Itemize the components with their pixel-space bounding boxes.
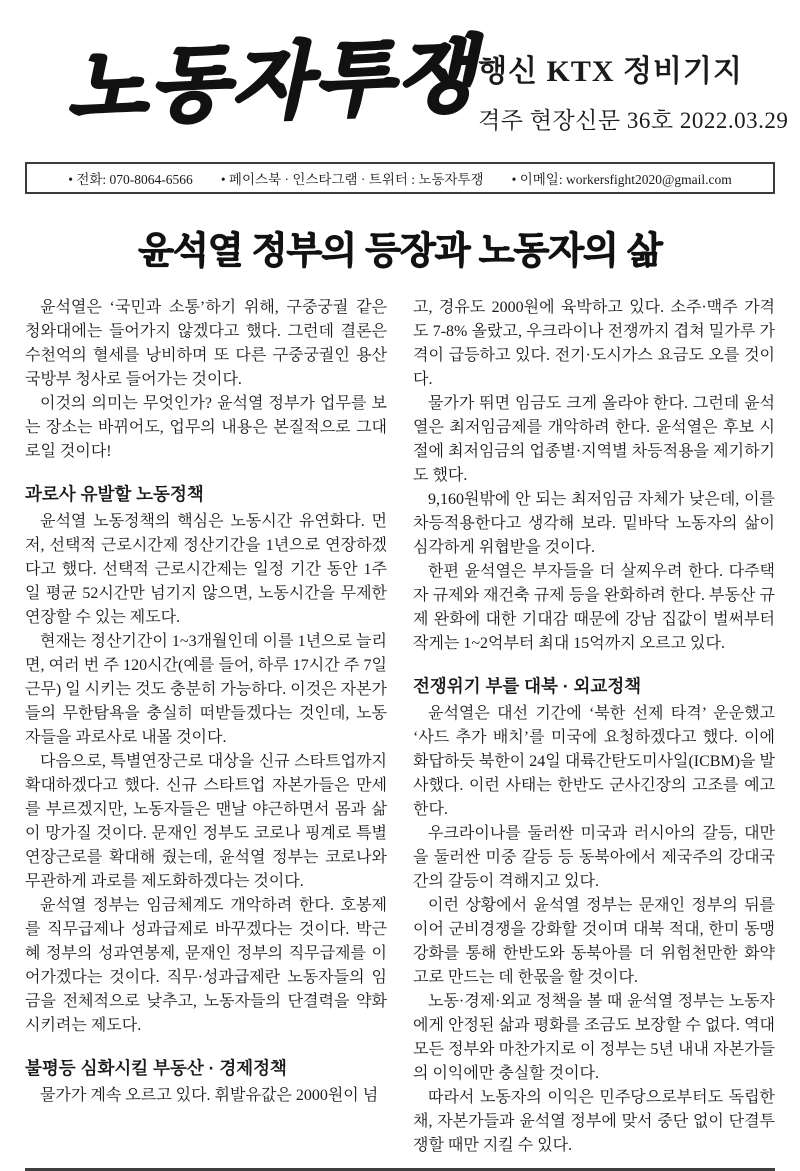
body-paragraph: 윤석열은 대선 기간에 ‘북한 선제 타격’ 운운했고 ‘사드 추가 배치’를 미국에 요청하겠다고 했다. 이에 화답하듯 북한이 24일 대륙간탄도미사일(ICBM)을 발사했다. 이런 사태는 한반도 군사긴장의 고조를 예고한다. xyxy=(413,705,775,818)
body-paragraph: 윤석열 정부는 임금체계도 개악하려 한다. 호봉제를 직무급제나 성과급제로 바꾸겠다는 것이다. 박근혜 정부의 성과연봉제, 문재인 정부의 직무급제를 이어가겠다는 것이다. 직무·성과급제란 노동자들의 임금을 전체적으로 낮추고, 노동자들의 단결력을 약화시키려는 제도다. xyxy=(25,897,387,1034)
left-column xyxy=(25,296,387,1158)
body-paragraph: 고, 경유도 2000원에 육박하고 있다. 소주·맥주 가격도 7-8% 올랐고, 우크라이나 전쟁까지 겹쳐 밀가루 가격이 급등하고 있다. 전기·도시가스 요금도 오를 것이다. xyxy=(413,299,775,388)
contact-phone: • 전화: 070-8064-6566 xyxy=(68,172,193,187)
edition-title: 행신 KTX 정비기지 xyxy=(478,55,743,88)
contact-bar xyxy=(25,162,775,194)
issue-info: 격주 현장신문 36호 2022.03.29 xyxy=(478,108,789,133)
contact-social: • 페이스북 · 인스타그램 · 트위터 : 노동자투쟁 xyxy=(220,172,484,187)
body-paragraph: 다음으로, 특별연장근로 대상을 신규 스타트업까지 확대하겠다고 했다. 신규 스타트업 자본가들은 만세를 부르겠지만, 노동자들은 맨날 야근하면서 몸과 삶이 망가질 것이다. 문재인 정부도 코로나 핑계로 특별연장근로를 확대해 줬는데, 윤석열 정부는 코로나와 무관하게 과로를 제도화하겠다는 것이다. xyxy=(25,753,387,890)
body-paragraph: 노동·경제·외교 정책을 볼 때 윤석열 정부는 노동자에게 안정된 삶과 평화를 조금도 보장할 수 없다. 역대 모든 정부와 마찬가지로 이 정부는 5년 내내 자본가들의 이익에만 충실할 것이다. xyxy=(413,993,775,1082)
article-headline: 윤석열 정부의 등장과 노동자의 삶 xyxy=(138,230,662,271)
body-paragraph: 윤석열 노동정책의 핵심은 노동시간 유연화다. 먼저, 선택적 근로시간제 정산기간을 1년으로 연장하겠다고 했다. 선택적 근로시간제는 일정 기간 동안 1주일 평균 52시간만 넘기지 않으면, 노동시간을 무제한 연장할 수 있는 제도다. xyxy=(25,513,387,626)
body-paragraph: 현재는 정산기간이 1~3개월인데 이를 1년으로 늘리면, 여러 번 주 120시간(예를 들어, 하루 17시간 주 7일 근무) 일 시키는 것도 충분히 가능하다. 이것은 자본가들의 무한탐욕을 충실히 떠받들겠다는 것인데, 노동자들을 과로사로 내몰 것이다. xyxy=(25,633,387,746)
body-paragraph: 9,160원밖에 안 되는 최저임금 자체가 낮은데, 이를 차등적용한다고 생각해 보라. 밑바닥 노동자의 삶이 심각하게 위협받을 것이다. xyxy=(413,491,775,556)
body-paragraph: 따라서 노동자의 이익은 민주당으로부터도 독립한 채, 자본가들과 윤석열 정부에 맞서 중단 없이 단결투쟁할 때만 지킬 수 있다. xyxy=(413,1089,775,1154)
contact-email: • 이메일: workersfight2020@gmail.com xyxy=(511,172,732,187)
body-paragraph: 윤석열은 ‘국민과 소통’하기 위해, 구중궁궐 같은 청와대에는 들어가지 않겠다고 했다. 그런데 결론은 수천억의 혈세를 낭비하며 또 다른 구중궁궐인 용산 국방부 청사로 들어가는 것이다. xyxy=(25,299,387,388)
section-heading: 불평등 심화시킬 부동산 · 경제정책 xyxy=(25,1058,287,1078)
body-paragraph: 이런 상황에서 윤석열 정부는 문재인 정부의 뒤를 이어 군비경쟁을 강화할 것이며 대북 적대, 한미 동맹 강화를 통해 한반도와 동북아를 더 위험천만한 화약고로 만드는 데 한몫을 할 것이다. xyxy=(413,897,775,986)
article-columns xyxy=(25,296,775,1158)
body-paragraph: 물가가 계속 오르고 있다. 휘발유값은 2000원이 넘 xyxy=(40,1087,379,1104)
section-heading: 전쟁위기 부를 대북 · 외교정책 xyxy=(413,676,642,696)
masthead-right xyxy=(478,36,790,135)
section-heading: 과로사 유발할 노동정책 xyxy=(25,484,204,504)
right-column xyxy=(413,296,775,1158)
body-paragraph: 우크라이나를 둘러싼 미국과 러시아의 갈등, 대만을 둘러싼 미중 갈등 등 동북아에서 제국주의 강대국 간의 갈등이 격해지고 있다. xyxy=(413,825,775,890)
body-paragraph: 물가가 뛰면 임금도 크게 올라야 한다. 그런데 윤석열은 최저임금제를 개악하려 한다. 윤석열은 후보 시절에 최저임금의 업종별·지역별 차등적용을 제기하기도 했다. xyxy=(413,395,775,484)
body-paragraph: 한편 윤석열은 부자들을 더 살찌우려 한다. 다주택자 규제와 재건축 규제 등을 완화하려 한다. 부동산 규제 완화에 대한 기대감 때문에 강남 집값이 벌써부터 작게는 1~2억부터 최대 15억까지 오르고 있다. xyxy=(413,563,775,652)
masthead xyxy=(25,29,789,154)
body-paragraph: 이것의 의미는 무엇인가? 윤석열 정부가 업무를 보는 장소는 바뀌어도, 업무의 내용은 본질적으로 그대로일 것이다! xyxy=(25,395,387,460)
newsletter-logo: 노동자투쟁 xyxy=(65,29,480,136)
